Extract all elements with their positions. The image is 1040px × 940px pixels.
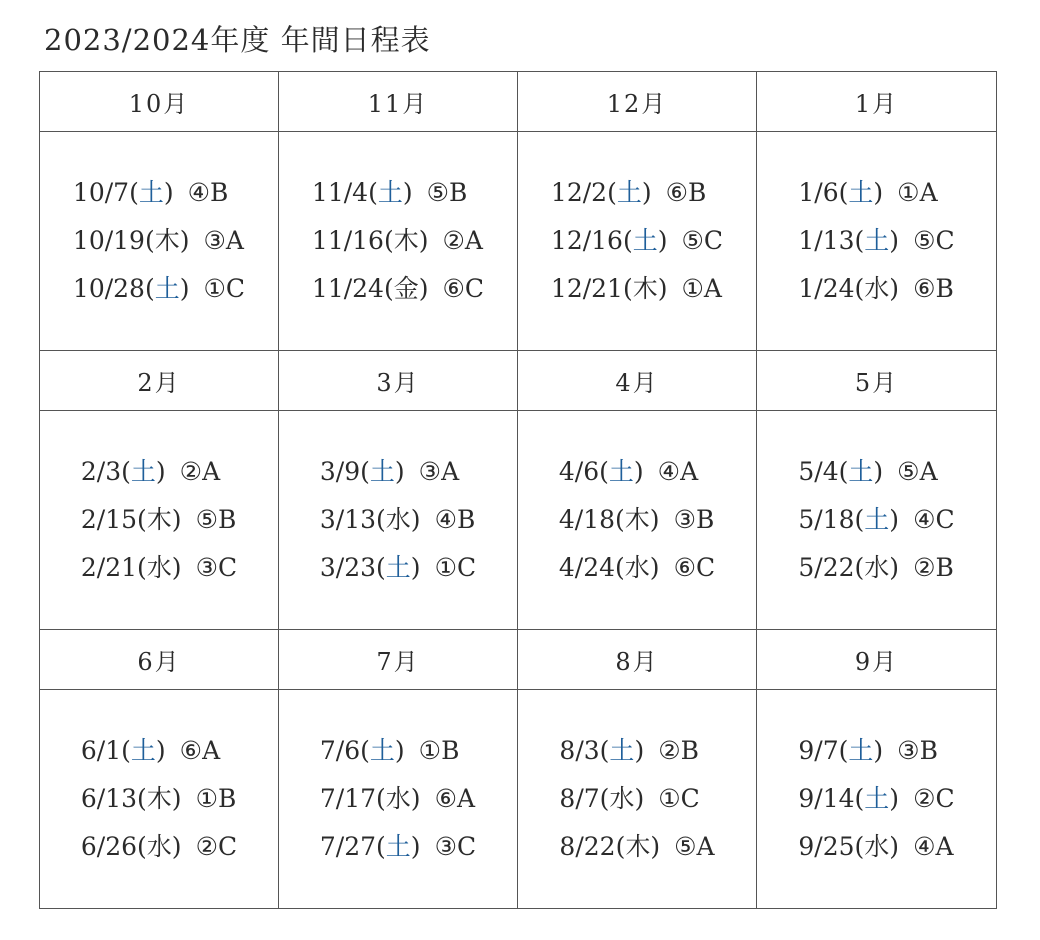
entry-weekday: 土 <box>864 505 890 534</box>
month-cell <box>757 690 996 908</box>
entry-weekday: 水 <box>385 505 411 534</box>
entry-list <box>81 454 237 586</box>
close-paren: ) <box>889 784 900 813</box>
schedule-entry <box>320 781 476 817</box>
open-paren: ( <box>622 226 633 255</box>
entry-weekday: 土 <box>608 457 634 486</box>
entry-list <box>551 175 723 307</box>
entry-date: 4/6 <box>558 457 600 486</box>
entry-list <box>81 733 237 865</box>
entry-code: ②B <box>913 553 954 582</box>
schedule-entry <box>81 550 237 586</box>
schedule-entry <box>798 271 954 307</box>
entry-code: ①C <box>434 553 477 582</box>
entry-weekday: 土 <box>130 457 156 486</box>
open-paren: ( <box>854 553 865 582</box>
close-paren: ) <box>402 178 413 207</box>
entry-date: 5/18 <box>798 505 855 534</box>
entry-date: 2/3 <box>80 457 122 486</box>
schedule-entry <box>312 271 484 307</box>
open-paren: ( <box>838 736 849 765</box>
close-paren: ) <box>394 736 405 765</box>
entry-date: 11/4 <box>311 178 369 207</box>
entry-code: ④C <box>913 505 955 534</box>
open-paren: ( <box>383 226 394 255</box>
entry-date: 8/3 <box>559 736 600 765</box>
month-header: 6月 <box>40 630 279 690</box>
entry-code: ③B <box>897 736 938 765</box>
entry-weekday: 土 <box>385 553 411 582</box>
entry-code: ③C <box>195 553 238 582</box>
entry-list <box>73 175 245 307</box>
close-paren: ) <box>634 784 645 813</box>
close-paren: ) <box>410 505 421 534</box>
month-cell <box>518 411 757 630</box>
entry-code: ③A <box>418 457 460 486</box>
entry-code: ⑤C <box>913 226 955 255</box>
entry-date: 4/24 <box>558 553 616 582</box>
schedule-entry <box>798 550 954 586</box>
close-paren: ) <box>155 736 166 765</box>
entry-date: 12/21 <box>550 274 623 303</box>
schedule-entry <box>798 502 954 538</box>
open-paren: ( <box>615 553 625 582</box>
entry-code: ③C <box>434 832 477 861</box>
close-paren: ) <box>634 736 645 765</box>
entry-code: ②C <box>913 784 955 813</box>
entry-date: 10/19 <box>72 226 145 255</box>
open-paren: ( <box>129 178 139 207</box>
month-header: 7月 <box>279 630 518 690</box>
close-paren: ) <box>394 457 405 486</box>
entry-list <box>798 175 954 307</box>
close-paren: ) <box>418 274 429 303</box>
entry-weekday: 土 <box>848 736 874 765</box>
entry-date: 9/7 <box>798 736 839 765</box>
open-paren: ( <box>121 736 131 765</box>
entry-date: 10/28 <box>72 274 145 303</box>
month-header: 1月 <box>757 72 996 132</box>
entry-date: 8/22 <box>559 832 616 861</box>
open-paren: ( <box>615 505 625 534</box>
schedule-table <box>39 71 997 909</box>
month-cell <box>279 411 518 630</box>
entry-date: 9/14 <box>798 784 855 813</box>
entry-date: 5/22 <box>798 553 855 582</box>
close-paren: ) <box>889 505 900 534</box>
entry-date: 5/4 <box>798 457 839 486</box>
entry-date: 6/26 <box>80 832 138 861</box>
entry-code: ⑤B <box>426 178 468 207</box>
entry-code: ⑥A <box>179 736 221 765</box>
close-paren: ) <box>889 832 900 861</box>
entry-code: ①A <box>897 178 938 207</box>
entry-date: 11/16 <box>311 226 384 255</box>
entry-weekday: 木 <box>625 832 651 861</box>
entry-list <box>312 175 484 307</box>
close-paren: ) <box>650 832 661 861</box>
month-header: 2月 <box>40 351 279 411</box>
month-cell <box>518 132 757 351</box>
close-paren: ) <box>410 553 421 582</box>
entry-code: ④B <box>434 505 476 534</box>
open-paren: ( <box>137 784 147 813</box>
schedule-entry <box>81 502 237 538</box>
schedule-entry <box>81 781 237 817</box>
entry-code: ⑥B <box>665 178 707 207</box>
month-header: 4月 <box>518 351 757 411</box>
page-title: 2023/2024年度 年間日程表 <box>44 23 431 57</box>
open-paren: ( <box>838 178 849 207</box>
entry-code: ⑤A <box>897 457 938 486</box>
entry-code: ②A <box>442 226 483 255</box>
entry-weekday: 土 <box>848 457 874 486</box>
close-paren: ) <box>889 274 900 303</box>
entry-date: 7/17 <box>319 784 377 813</box>
open-paren: ( <box>838 457 849 486</box>
entry-code: ①B <box>418 736 460 765</box>
open-paren: ( <box>376 553 386 582</box>
open-paren: ( <box>144 274 155 303</box>
entry-weekday: 土 <box>377 178 403 207</box>
month-cell <box>279 690 518 908</box>
close-paren: ) <box>155 457 166 486</box>
schedule-entry <box>81 733 237 769</box>
schedule-entry <box>320 829 476 865</box>
entry-weekday: 土 <box>864 784 890 813</box>
month-cell <box>757 132 996 351</box>
entry-weekday: 木 <box>632 274 658 303</box>
entry-date: 12/2 <box>550 178 608 207</box>
entry-date: 1/13 <box>798 226 855 255</box>
entry-date: 3/9 <box>319 457 361 486</box>
entry-code: ⑤B <box>195 505 237 534</box>
schedule-entry <box>798 223 954 259</box>
entry-date: 6/13 <box>80 784 138 813</box>
entry-weekday: 水 <box>864 832 890 861</box>
entry-weekday: 木 <box>624 505 650 534</box>
open-paren: ( <box>137 553 147 582</box>
entry-date: 11/24 <box>311 274 384 303</box>
entry-code: ②A <box>179 457 221 486</box>
entry-weekday: 水 <box>609 784 635 813</box>
entry-code: ①C <box>658 784 700 813</box>
month-header: 12月 <box>518 72 757 132</box>
open-paren: ( <box>615 832 626 861</box>
entry-date: 6/1 <box>80 736 122 765</box>
schedule-entry <box>73 223 245 259</box>
month-header: 8月 <box>518 630 757 690</box>
schedule-entry <box>798 454 954 490</box>
entry-date: 10/7 <box>72 178 130 207</box>
month-header: 11月 <box>279 72 518 132</box>
open-paren: ( <box>607 178 617 207</box>
open-paren: ( <box>360 736 370 765</box>
entry-weekday: 金 <box>393 274 419 303</box>
open-paren: ( <box>599 736 610 765</box>
month-cell <box>40 411 279 630</box>
entry-code: ⑥C <box>442 274 485 303</box>
entry-weekday: 水 <box>385 784 411 813</box>
entry-code: ⑤C <box>681 226 724 255</box>
close-paren: ) <box>889 226 900 255</box>
open-paren: ( <box>368 178 378 207</box>
close-paren: ) <box>649 505 660 534</box>
entry-code: ④A <box>657 457 699 486</box>
entry-date: 8/7 <box>559 784 600 813</box>
close-paren: ) <box>873 736 884 765</box>
schedule-entry <box>798 733 954 769</box>
entry-code: ⑥A <box>434 784 476 813</box>
close-paren: ) <box>171 832 182 861</box>
schedule-entry <box>81 829 237 865</box>
close-paren: ) <box>649 553 660 582</box>
open-paren: ( <box>854 505 865 534</box>
month-cell <box>279 132 518 351</box>
schedule-entry <box>320 502 476 538</box>
schedule-entry <box>551 223 723 259</box>
entry-date: 4/18 <box>558 505 616 534</box>
entry-code: ③A <box>203 226 244 255</box>
entry-weekday: 土 <box>848 178 874 207</box>
schedule-entry <box>559 829 714 865</box>
entry-weekday: 土 <box>130 736 156 765</box>
close-paren: ) <box>163 178 174 207</box>
entry-date: 1/24 <box>798 274 855 303</box>
entry-date: 3/13 <box>319 505 377 534</box>
entry-code: ②B <box>658 736 699 765</box>
entry-weekday: 水 <box>624 553 650 582</box>
schedule-entry <box>559 781 714 817</box>
open-paren: ( <box>376 784 386 813</box>
close-paren: ) <box>410 784 421 813</box>
entry-list <box>320 733 476 865</box>
close-paren: ) <box>179 274 190 303</box>
entry-date: 7/6 <box>319 736 361 765</box>
entry-code: ①A <box>681 274 722 303</box>
close-paren: ) <box>410 832 421 861</box>
entry-date: 1/6 <box>798 178 839 207</box>
month-cell <box>757 411 996 630</box>
close-paren: ) <box>657 274 668 303</box>
entry-weekday: 木 <box>154 226 180 255</box>
month-header: 9月 <box>757 630 996 690</box>
entry-list <box>798 733 954 865</box>
schedule-entry <box>559 502 715 538</box>
schedule-entry <box>551 271 723 307</box>
open-paren: ( <box>144 226 155 255</box>
entry-code: ③B <box>673 505 715 534</box>
entry-list <box>559 733 714 865</box>
schedule-entry <box>559 454 715 490</box>
close-paren: ) <box>873 457 884 486</box>
entry-weekday: 土 <box>385 832 411 861</box>
schedule-entry <box>798 175 954 211</box>
schedule-entry <box>73 175 245 211</box>
open-paren: ( <box>383 274 394 303</box>
month-header: 10月 <box>40 72 279 132</box>
entry-weekday: 木 <box>146 505 172 534</box>
entry-list <box>559 454 715 586</box>
entry-code: ④B <box>187 178 229 207</box>
open-paren: ( <box>376 832 386 861</box>
entry-weekday: 土 <box>609 736 635 765</box>
open-paren: ( <box>376 505 386 534</box>
month-cell <box>40 132 279 351</box>
schedule-entry <box>81 454 237 490</box>
entry-list <box>320 454 476 586</box>
schedule-entry <box>798 829 954 865</box>
month-header: 5月 <box>757 351 996 411</box>
entry-code: ⑥C <box>673 553 716 582</box>
close-paren: ) <box>171 505 182 534</box>
close-paren: ) <box>633 457 644 486</box>
month-header: 3月 <box>279 351 518 411</box>
open-paren: ( <box>622 274 633 303</box>
schedule-entry <box>320 733 476 769</box>
schedule-entry <box>320 454 476 490</box>
close-paren: ) <box>179 226 190 255</box>
entry-code: ①C <box>203 274 246 303</box>
schedule-entry <box>551 175 723 211</box>
open-paren: ( <box>854 274 865 303</box>
entry-weekday: 木 <box>146 784 172 813</box>
open-paren: ( <box>854 226 865 255</box>
entry-weekday: 土 <box>864 226 890 255</box>
close-paren: ) <box>641 178 652 207</box>
entry-date: 2/21 <box>80 553 138 582</box>
open-paren: ( <box>360 457 370 486</box>
entry-weekday: 土 <box>632 226 658 255</box>
open-paren: ( <box>599 457 609 486</box>
entry-weekday: 水 <box>146 832 172 861</box>
entry-date: 7/27 <box>319 832 377 861</box>
entry-weekday: 土 <box>616 178 642 207</box>
entry-date: 12/16 <box>550 226 623 255</box>
schedule-entry <box>312 223 484 259</box>
month-cell <box>518 690 757 908</box>
entry-list <box>798 454 954 586</box>
entry-weekday: 土 <box>369 736 395 765</box>
entry-date: 9/25 <box>798 832 855 861</box>
entry-code: ⑤A <box>674 832 715 861</box>
schedule-entry <box>559 550 715 586</box>
schedule-entry <box>559 733 714 769</box>
open-paren: ( <box>121 457 131 486</box>
entry-date: 3/23 <box>319 553 377 582</box>
month-cell <box>40 690 279 908</box>
close-paren: ) <box>171 553 182 582</box>
entry-code: ⑥B <box>913 274 954 303</box>
close-paren: ) <box>889 553 900 582</box>
entry-weekday: 土 <box>154 274 180 303</box>
open-paren: ( <box>137 505 147 534</box>
entry-date: 2/15 <box>80 505 138 534</box>
entry-weekday: 水 <box>146 553 172 582</box>
entry-weekday: 土 <box>369 457 395 486</box>
entry-weekday: 水 <box>864 274 890 303</box>
entry-weekday: 木 <box>393 226 419 255</box>
open-paren: ( <box>599 784 610 813</box>
entry-code: ①B <box>195 784 237 813</box>
schedule-entry <box>798 781 954 817</box>
schedule-entry <box>312 175 484 211</box>
open-paren: ( <box>854 784 865 813</box>
close-paren: ) <box>873 178 884 207</box>
close-paren: ) <box>171 784 182 813</box>
entry-weekday: 水 <box>864 553 890 582</box>
schedule-entry <box>320 550 476 586</box>
close-paren: ) <box>657 226 668 255</box>
schedule-entry <box>73 271 245 307</box>
entry-weekday: 土 <box>138 178 164 207</box>
close-paren: ) <box>418 226 429 255</box>
open-paren: ( <box>854 832 865 861</box>
entry-code: ②C <box>195 832 238 861</box>
entry-code: ④A <box>913 832 954 861</box>
open-paren: ( <box>137 832 147 861</box>
